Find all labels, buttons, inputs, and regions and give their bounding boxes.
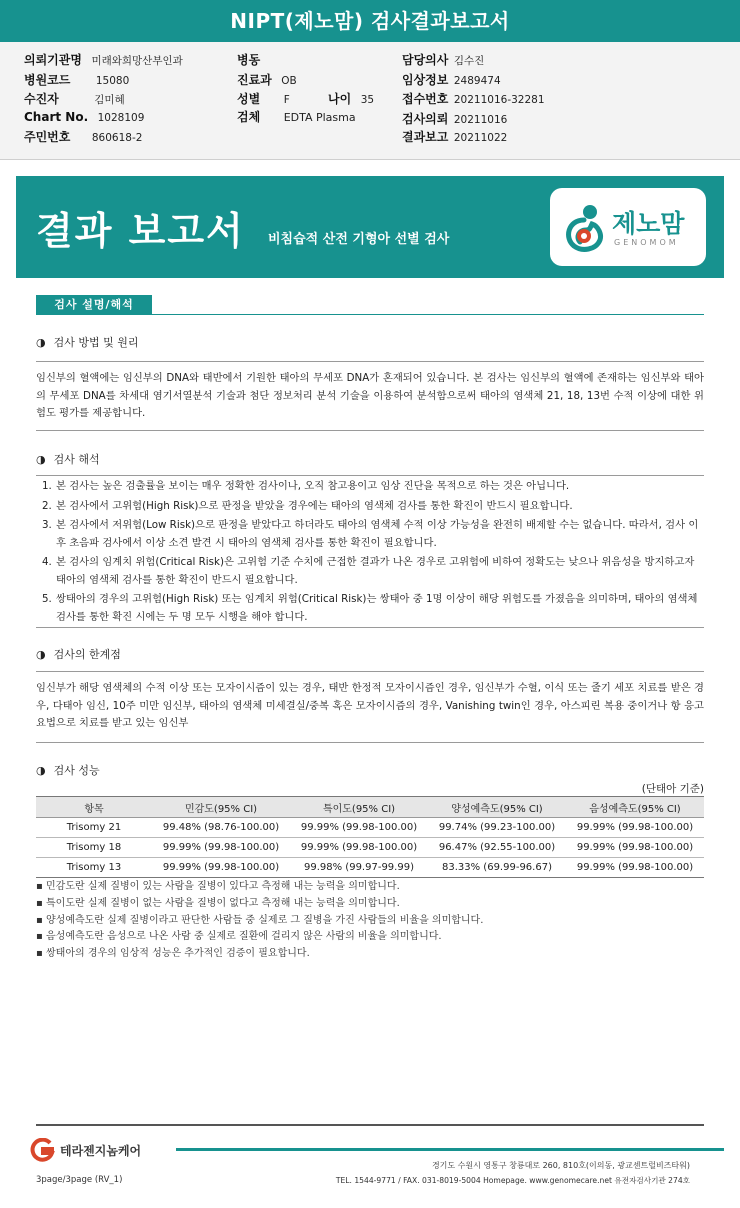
note-item: ▪ 쌍태아의 경우의 임상적 성능은 추가적인 검증이 필요합니다.	[36, 948, 310, 960]
limitations-heading	[36, 646, 121, 662]
half-circle-icon: ◑	[36, 453, 46, 466]
hospital-value: 미래와희망산부인과	[91, 55, 183, 67]
performance-title: 검사 성능	[53, 764, 100, 777]
request-value: 20211016	[453, 114, 508, 126]
examinee-value: 김미혜	[94, 94, 125, 106]
banner-subtitle: 비침습적 산전 기형아 선별 검사	[268, 232, 450, 247]
note-item: ▪ 양성예측도란 실제 질병이라고 판단한 사람들 중 실제로 그 질병을 가진 사람들의 비율을 의미합니다.	[36, 914, 484, 926]
patient-info-panel	[0, 42, 740, 160]
divider	[36, 627, 704, 628]
footer-divider	[36, 1124, 704, 1126]
clinic-info-field	[402, 71, 501, 88]
table-header-row	[36, 797, 704, 818]
chart-field	[24, 110, 144, 124]
note-item: ▪ 음성예측도란 음성으로 나온 사람 중 실제로 질환에 걸리지 않은 사람의 비율을 의미합니다.	[36, 931, 442, 943]
section-tab: 검사 설명/해석	[36, 295, 152, 315]
doctor-label: 담당의사	[402, 53, 449, 67]
footer-accent-bar	[176, 1148, 724, 1151]
age-value: 35	[360, 94, 375, 106]
method-text: 임신부의 혈액에는 임신부의 DNA와 태반에서 기원한 태아의 무세포 DNA가 혼재되어 있습니다. 본 검사는 임신부의 혈액에 존재하는 임신부와 태아의 무세포 DNA를 차세대 염기서열분석 기술과 첨단 정보처리 분석 기술을 이용하여 분석함으로써 태아의 염색체 21, 18, 13번 수적 이상에 대한 위험도 평가를 제공합니다.	[36, 372, 704, 419]
performance-table	[36, 796, 704, 878]
table-cell: 99.99% (99.98-100.00)	[566, 818, 704, 838]
banner-title: 결과 보고서	[36, 209, 245, 253]
performance-notes	[36, 879, 704, 963]
clinic-info-value: 2489474	[453, 75, 501, 87]
divider	[36, 742, 704, 743]
examinee-field	[24, 90, 125, 107]
table-cell: 96.47% (92.55-100.00)	[428, 838, 566, 858]
sex-value: F	[283, 94, 290, 106]
note-item: ▪ 민감도란 실제 질병이 있는 사람을 질병이 있다고 측정해 내는 능력을 의미합니다.	[36, 881, 400, 892]
sex-field	[237, 90, 290, 107]
table-cell: 99.99% (99.98-100.00)	[566, 858, 704, 878]
age-label: 나이	[328, 92, 352, 106]
clinic-info-label: 임상정보	[402, 73, 449, 87]
table-cell: 99.48% (98.76-100.00)	[152, 818, 290, 838]
limitations-title: 검사의 한계점	[53, 648, 121, 661]
divider	[36, 671, 704, 672]
table-cell: 99.99% (99.98-100.00)	[290, 818, 428, 838]
genomom-logo	[550, 188, 706, 266]
method-title: 검사 방법 및 원리	[53, 336, 139, 349]
table-cell: Trisomy 18	[36, 838, 152, 858]
column-header: 특이도(95% CI)	[290, 797, 428, 818]
ward-field	[237, 51, 260, 68]
department-field	[237, 71, 297, 88]
table-row	[36, 858, 704, 878]
table-cell: 99.99% (99.98-100.00)	[566, 838, 704, 858]
hospital-code-field	[24, 71, 129, 88]
half-circle-icon: ◑	[36, 648, 46, 661]
report-date-field	[402, 128, 507, 145]
receipt-value: 20211016-32281	[453, 94, 545, 106]
interpretation-heading	[36, 451, 100, 467]
report-date-label: 결과보고	[402, 130, 449, 144]
logo-text: 제노맘	[612, 209, 685, 238]
list-item: 2. 본 검사에서 고위험(High Risk)으로 판정을 받았을 경우에는 태아의 염색체 검사를 통한 확진이 반드시 필요합니다.	[42, 499, 573, 512]
table-cell: Trisomy 13	[36, 858, 152, 878]
specimen-field	[237, 108, 356, 125]
company-name: 테라젠지놈케어	[60, 1144, 142, 1158]
divider	[36, 475, 704, 476]
divider	[36, 430, 704, 431]
unit-note: (단태아 기준)	[641, 783, 704, 795]
specimen-value: EDTA Plasma	[283, 111, 356, 124]
receipt-label: 접수번호	[402, 92, 449, 106]
receipt-field	[402, 90, 545, 107]
specimen-label: 검체	[237, 110, 261, 124]
company-contact: TEL. 1544-9771 / FAX. 031-8019-5004 Homepage. www.genomecare.net 유전자검사기관 274호	[335, 1176, 690, 1185]
age-field	[328, 90, 374, 107]
hospital-label: 의뢰기관명	[24, 53, 82, 67]
limitations-text: 임신부가 해당 염색체의 수적 이상 또는 모자이시즘이 있는 경우, 태반 한정적 모자이시즘인 경우, 임신부가 수혈, 이식 또는 줄기 세포 치료를 받은 경우, 다태아 임신, 10주 미만 임신부, 태아의 염색체 미세결실/중복 혹은 모자이시즘의 경우, Vanishing twin인 경우, 아스피린 복용 중이거나 항 응고 요법으로 치료를 받고 있는 임신부	[36, 682, 704, 729]
request-field	[402, 110, 507, 127]
sex-label: 성별	[237, 92, 261, 106]
table-cell: 99.98% (99.97-99.99)	[290, 858, 428, 878]
request-label: 검사의뢰	[402, 112, 449, 126]
hospital-code-label: 병원코드	[24, 73, 71, 87]
table-row	[36, 838, 704, 858]
column-header: 음성예측도(95% CI)	[566, 797, 704, 818]
rrn-field	[24, 128, 142, 145]
department-value: OB	[281, 75, 297, 87]
report-date-value: 20211022	[453, 132, 508, 144]
performance-heading	[36, 762, 100, 778]
column-header: 민감도(95% CI)	[152, 797, 290, 818]
interpretation-list	[36, 478, 704, 628]
list-item: 5. 쌍태아의 경우의 고위험(High Risk) 또는 임계치 위험(Critical Risk)는 쌍태아 중 1명 이상이 해당 위험도를 가졌음을 의미하며, 태아의 염색체 검사를 통한 확진 시에는 두 명 모두 시행을 해야 합니다.	[42, 593, 698, 623]
note-item: ▪ 특이도란 실제 질병이 없는 사람을 질병이 없다고 측정해 내는 능력을 의미합니다.	[36, 897, 400, 909]
interpretation-title: 검사 해석	[53, 453, 100, 466]
hospital-field	[24, 51, 183, 68]
ward-label: 병동	[237, 53, 261, 67]
rrn-label: 주민번호	[24, 130, 71, 144]
section-divider	[36, 314, 704, 315]
theragen-logo-icon	[30, 1138, 56, 1162]
list-item: 3. 본 검사에서 저위험(Low Risk)으로 판정을 받았다고 하더라도 태아의 염색체 수적 이상 가능성을 완전히 배제할 수는 없습니다. 따라서, 검사 이후 초음파 검사에서 이상 소견 발견 시 태아의 염색체 검사를 통한 확진이 필요합니다.	[42, 519, 699, 549]
table-cell: 83.33% (69.99-96.67)	[428, 858, 566, 878]
column-header: 항목	[36, 797, 152, 818]
divider	[36, 361, 704, 362]
chart-value: 1028109	[97, 112, 145, 124]
table-cell: 99.74% (99.23-100.00)	[428, 818, 566, 838]
chart-label: Chart No.	[24, 110, 89, 124]
column-header: 양성예측도(95% CI)	[428, 797, 566, 818]
logo-subtext: GENOMOM	[614, 238, 679, 247]
list-item: 1. 본 검사는 높은 검출률을 보이는 매우 정확한 검사이나, 오직 참고용이고 임상 진단을 목적으로 하는 것은 아닙니다.	[42, 480, 570, 492]
list-item: 4. 본 검사의 임계치 위험(Critical Risk)은 고위험 기준 수치에 근접한 결과가 나온 경우로 고위험에 비하여 정확도는 낮으나 위음성을 방지하고자 태아의 염색체 검사를 통한 확진이 반드시 필요합니다.	[42, 556, 695, 586]
table-cell: 99.99% (99.98-100.00)	[152, 858, 290, 878]
company-address: 경기도 수원시 영통구 창룡대로 260, 810호(이의동, 광교센트럴비즈타워)	[431, 1161, 690, 1170]
examinee-label: 수진자	[24, 92, 59, 106]
table-cell: Trisomy 21	[36, 818, 152, 838]
doctor-field	[402, 51, 484, 68]
table-cell: 99.99% (99.98-100.00)	[290, 838, 428, 858]
genomom-mother-icon	[560, 202, 608, 252]
half-circle-icon: ◑	[36, 764, 46, 777]
rrn-value: 860618-2	[91, 132, 143, 144]
page-number: 3page/3page (RV_1)	[36, 1175, 123, 1185]
table-row	[36, 818, 704, 838]
hospital-code-value: 15080	[95, 75, 130, 87]
department-label: 진료과	[237, 73, 272, 87]
doctor-value: 김수진	[453, 55, 485, 67]
report-banner	[16, 176, 724, 278]
method-heading	[36, 334, 138, 350]
report-title: NIPT(제노맘) 검사결과보고서	[0, 0, 740, 42]
half-circle-icon: ◑	[36, 336, 46, 349]
table-cell: 99.99% (99.98-100.00)	[152, 838, 290, 858]
